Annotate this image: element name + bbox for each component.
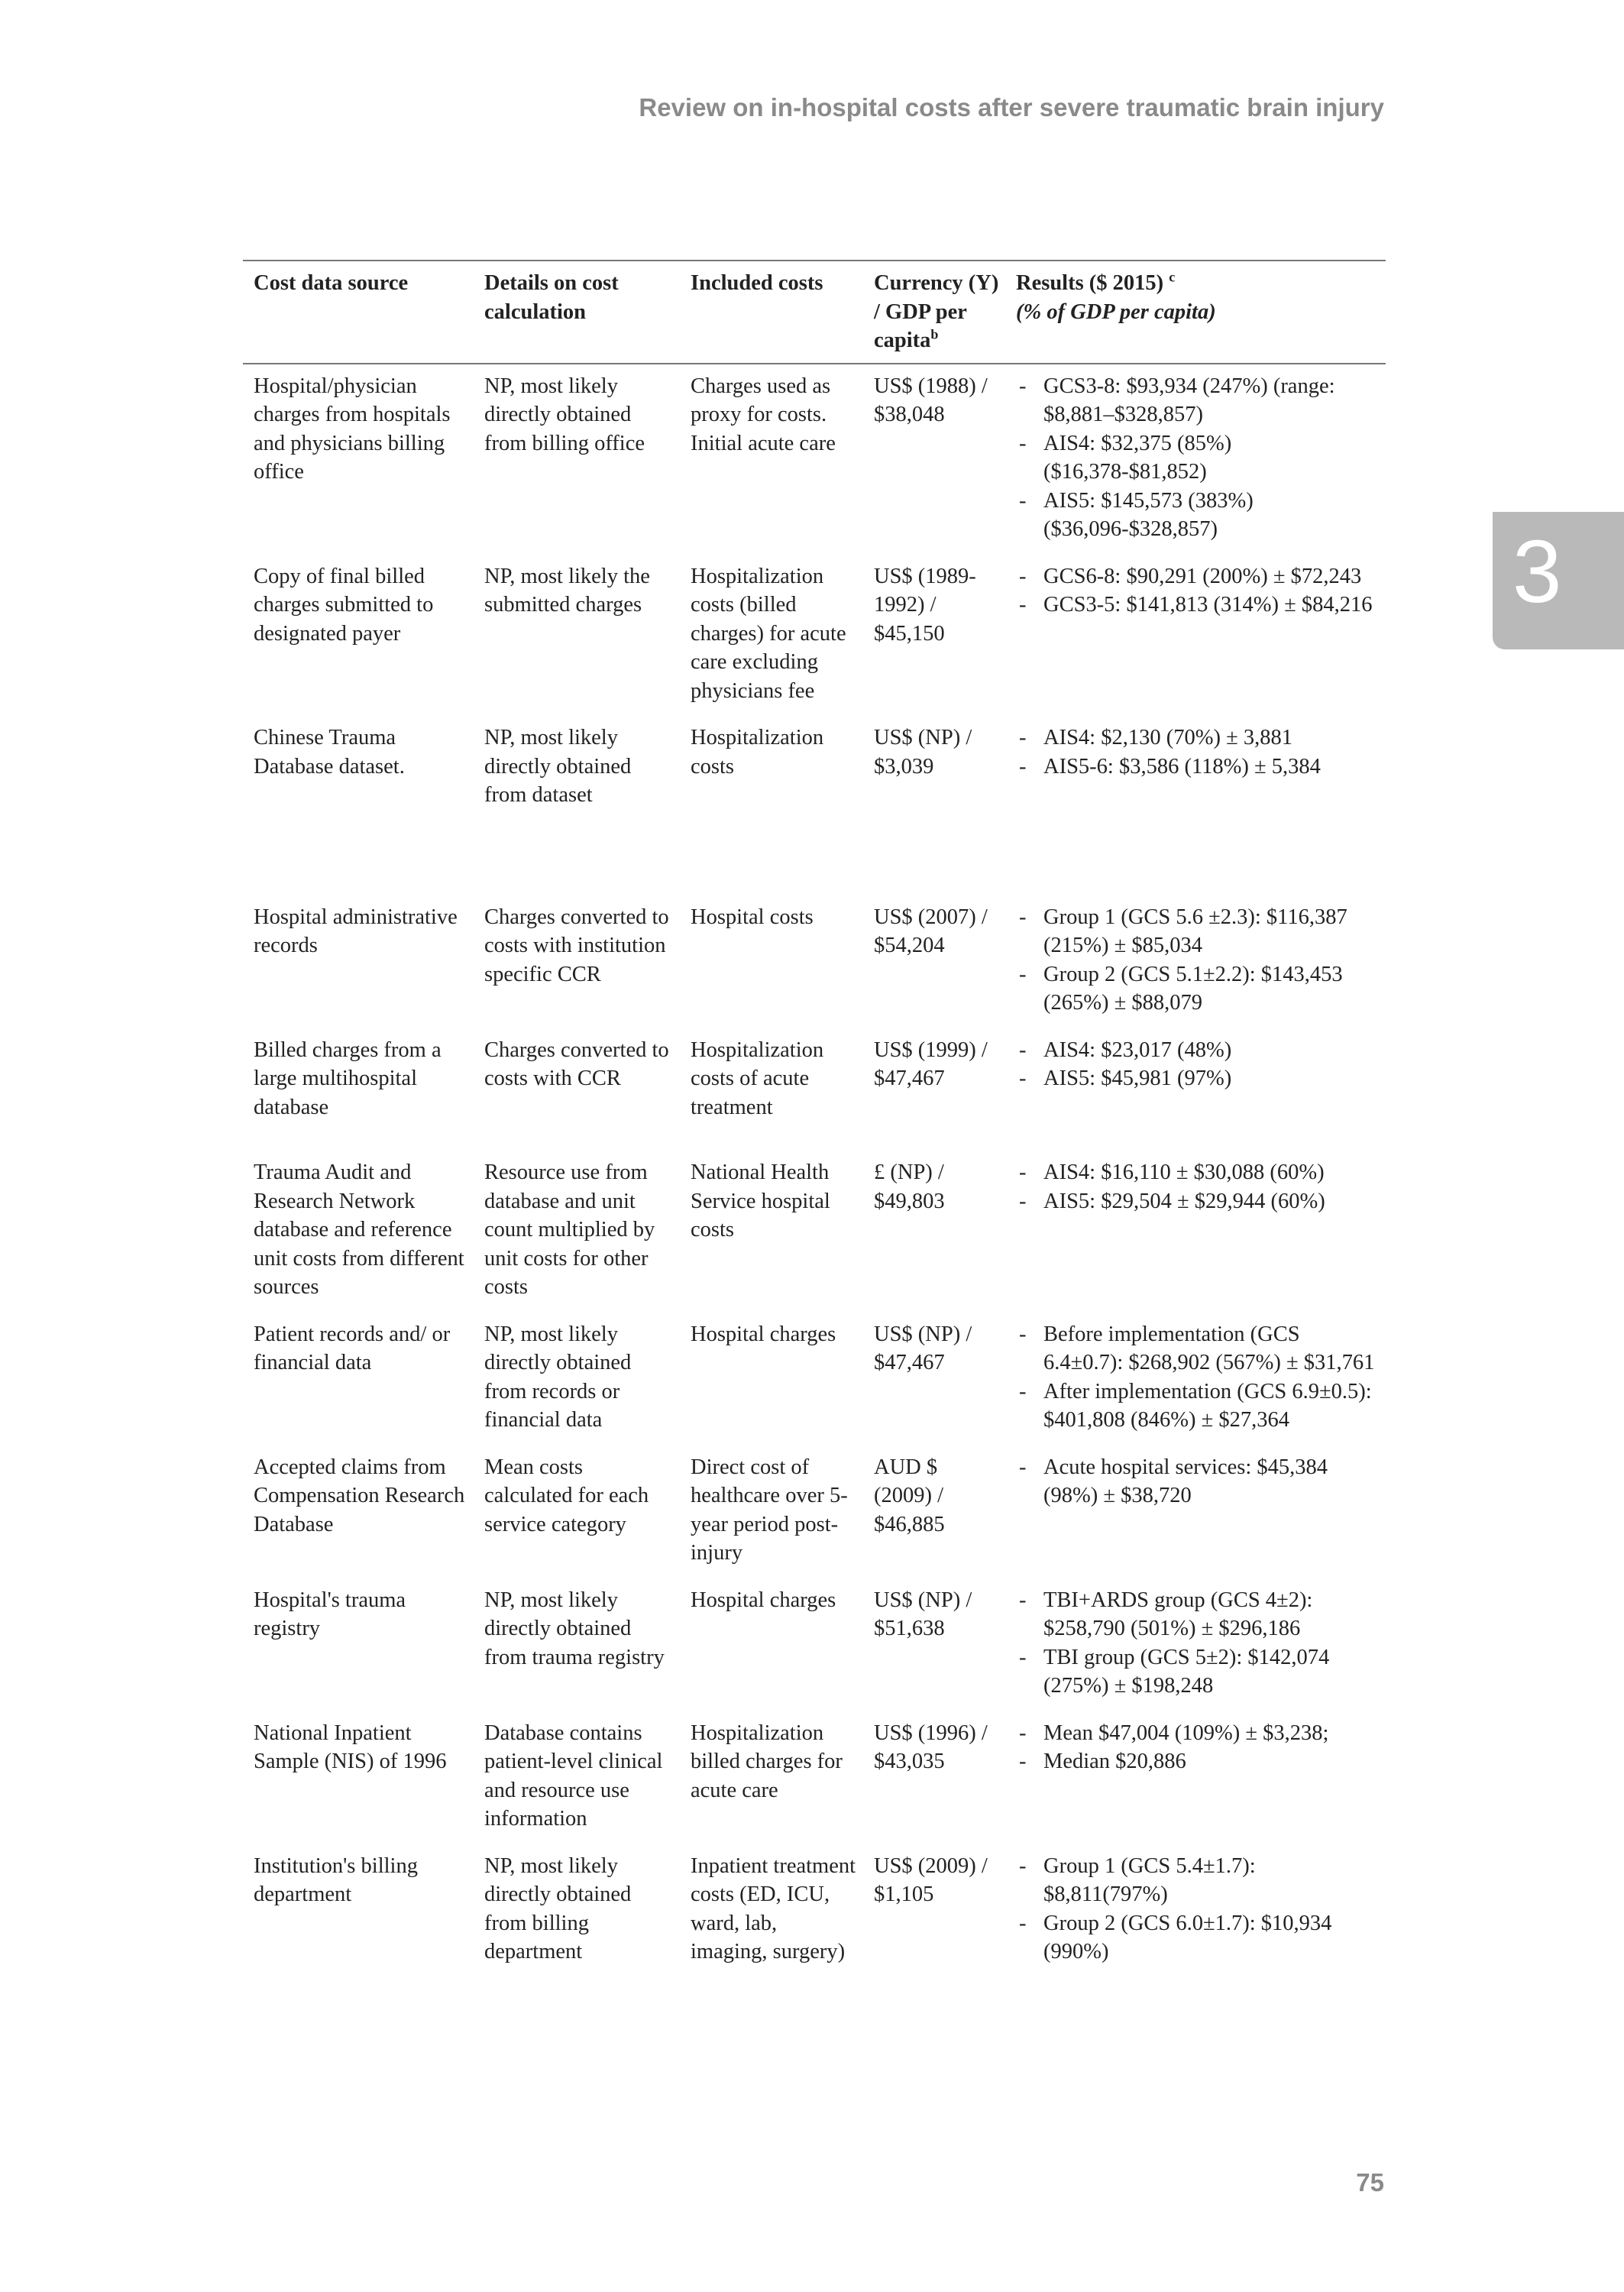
table-row [243, 895, 1386, 1028]
header-results-subtitle: (% of GDP per capita) [1016, 299, 1216, 324]
table-row [243, 364, 1386, 555]
result-item: - After implementation (GCS 6.9±0.5): $401,808 (846%) ± $27,364 [1016, 1377, 1381, 1435]
cell-source: Chinese Trauma Database dataset. [254, 726, 405, 779]
header-currency: Currency (Y) / GDP per capita$^b$ [863, 261, 1005, 364]
page-number: 75 [1356, 2168, 1384, 2196]
result-item: - AIS4: $23,017 (48%) [1016, 1036, 1381, 1065]
header-source: Cost data source [243, 261, 474, 364]
cell-currency: £ (NP) / $49,803 [874, 1161, 945, 1213]
cell-currency: US$ (NP) / $3,039 [874, 726, 972, 779]
cell-included: Hospital costs [691, 905, 814, 929]
cell-results [1005, 1844, 1386, 1977]
cell-included: Hospitalization costs (billed charges) for acute care excluding physicians fee [691, 564, 846, 703]
cell-details: NP, most likely directly obtained from billing office [484, 374, 645, 455]
results-list [1016, 372, 1381, 544]
cell-source: Accepted claims from Compensation Research Database [254, 1455, 465, 1536]
result-item: - TBI group (GCS 5±2): $142,074 (275%) ± $198,248 [1016, 1643, 1381, 1701]
results-list [1016, 1586, 1381, 1701]
table-row [243, 1844, 1386, 1977]
table-header-row [243, 261, 1386, 364]
cell-included: Hospitalization costs of acute treatment [691, 1038, 824, 1119]
header-currency-footnote: b [930, 326, 939, 342]
cell-included: Charges used as proxy for costs. Initial acute care [691, 374, 836, 455]
results-list [1016, 1036, 1381, 1093]
header-results-footnote: c [1169, 269, 1176, 285]
cell-currency: US$ (2009) / $1,105 [874, 1853, 988, 1906]
header-results: Results ($ 2015) $^c$ (% of GDP per capita) [1005, 261, 1386, 364]
cell-results [1005, 895, 1386, 1028]
cell-details: Mean costs calculated for each service category [484, 1455, 649, 1536]
cell-currency: US$ (1989-1992) / $45,150 [874, 564, 976, 646]
cell-results [1005, 555, 1386, 717]
table-row [243, 1578, 1386, 1711]
chapter-number: 3 [1512, 522, 1562, 621]
cell-details: Database contains patient-level clinical and resource use information [484, 1721, 663, 1831]
result-item: - GCS3-5: $141,813 (314%) ± $84,216 [1016, 591, 1381, 620]
cell-results [1005, 364, 1386, 555]
cell-source: Copy of final billed charges submitted to designated payer [254, 564, 434, 646]
results-list [1016, 1320, 1381, 1435]
cell-details: NP, most likely directly obtained from dataset [484, 726, 632, 807]
cell-source: Hospital administrative records [254, 905, 458, 957]
result-item: - Group 2 (GCS 6.0±1.7): $10,934 (990%) [1016, 1909, 1381, 1967]
result-item: - AIS5: $29,504 ± $29,944 (60%) [1016, 1187, 1381, 1216]
cell-results [1005, 716, 1386, 895]
results-list [1016, 1453, 1381, 1510]
result-item: - AIS5: $145,573 (383%) ($36,096-$328,857) [1016, 487, 1381, 544]
cell-included: Hospitalization billed charges for acute care [691, 1721, 843, 1802]
cell-currency: US$ (1999) / $47,467 [874, 1038, 988, 1090]
result-item: - Group 1 (GCS 5.6 ±2.3): $116,387 (215%) ± $85,034 [1016, 903, 1381, 960]
results-list [1016, 724, 1381, 781]
result-item: - Group 2 (GCS 5.1±2.2): $143,453 (265%) ± $88,079 [1016, 960, 1381, 1018]
result-item: - Mean $47,004 (109%) ± $3,238; [1016, 1719, 1381, 1748]
cell-details: Charges converted to costs with institution specific CCR [484, 905, 669, 986]
result-item: - AIS4: $32,375 (85%) ($16,378-$81,852) [1016, 429, 1381, 487]
cell-details: NP, most likely directly obtained from records or financial data [484, 1322, 632, 1432]
result-item: - AIS5-6: $3,586 (118%) ± 5,384 [1016, 753, 1381, 782]
cell-included: Hospital charges [691, 1322, 836, 1346]
result-item: - Acute hospital services: $45,384 (98%) ± $38,720 [1016, 1453, 1381, 1510]
results-list [1016, 1719, 1381, 1776]
cell-source: Hospital/physician charges from hospitals and physicians billing office [254, 374, 451, 484]
cell-source: Billed charges from a large multihospital database [254, 1038, 442, 1119]
table-row [243, 1313, 1386, 1445]
result-item: - Median $20,886 [1016, 1747, 1381, 1776]
header-included: Included costs [680, 261, 863, 364]
cell-currency: US$ (1988) / $38,048 [874, 374, 988, 426]
cell-currency: US$ (2007) / $54,204 [874, 905, 988, 957]
cell-details: Resource use from database and unit count multiplied by unit costs for other costs [484, 1161, 655, 1299]
cell-currency: AUD $ (2009) / $46,885 [874, 1455, 945, 1536]
cell-source: Institution's billing department [254, 1853, 418, 1906]
table-row [243, 1028, 1386, 1151]
cell-included: Direct cost of healthcare over 5-year period post-injury [691, 1455, 848, 1565]
cell-results [1005, 1711, 1386, 1844]
cell-results [1005, 1151, 1386, 1313]
cell-source: National Inpatient Sample (NIS) of 1996 [254, 1721, 447, 1773]
cell-included: Hospital charges [691, 1588, 836, 1612]
cell-included: Inpatient treatment costs (ED, ICU, ward, lab, imaging, surgery) [691, 1853, 856, 1963]
running-head: Review on in-hospital costs after severe traumatic brain injury [639, 93, 1384, 121]
cell-source: Hospital's trauma registry [254, 1588, 406, 1640]
cell-source: Trauma Audit and Research Network database and reference unit costs from different sources [254, 1161, 464, 1299]
result-item: - GCS6-8: $90,291 (200%) ± $72,243 [1016, 562, 1381, 591]
cell-currency: US$ (NP) / $47,467 [874, 1322, 972, 1374]
cell-included: National Health Service hospital costs [691, 1161, 830, 1242]
table-row [243, 1711, 1386, 1844]
results-list [1016, 562, 1381, 620]
cell-details: NP, most likely the submitted charges [484, 564, 650, 617]
results-list [1016, 903, 1381, 1018]
cell-details: NP, most likely directly obtained from billing department [484, 1853, 632, 1963]
result-item: - GCS3-8: $93,934 (247%) (range: $8,881–$328,857) [1016, 372, 1381, 429]
cell-currency: US$ (NP) / $51,638 [874, 1588, 972, 1640]
chapter-tab [1493, 512, 1624, 649]
cell-source: Patient records and/ or financial data [254, 1322, 451, 1374]
result-item: - Before implementation (GCS 6.4±0.7): $268,902 (567%) ± $31,761 [1016, 1320, 1381, 1377]
cell-currency: US$ (1996) / $43,035 [874, 1721, 988, 1773]
result-item: - AIS4: $16,110 ± $30,088 (60%) [1016, 1158, 1381, 1187]
result-item: - AIS5: $45,981 (97%) [1016, 1064, 1381, 1093]
result-item: - Group 1 (GCS 5.4±1.7): $8,811(797%) [1016, 1852, 1381, 1909]
cell-included: Hospitalization costs [691, 726, 824, 779]
cell-results [1005, 1028, 1386, 1151]
cell-details: NP, most likely directly obtained from trauma registry [484, 1588, 665, 1669]
table-body [243, 364, 1386, 1977]
cell-results [1005, 1445, 1386, 1578]
table-row [243, 1151, 1386, 1313]
result-item: - AIS4: $2,130 (70%) ± 3,881 [1016, 724, 1381, 753]
cell-details: Charges converted to costs with CCR [484, 1038, 669, 1090]
header-details: Details on cost calculation [474, 261, 680, 364]
results-list [1016, 1852, 1381, 1967]
cell-results [1005, 1313, 1386, 1445]
result-item: - TBI+ARDS group (GCS 4±2): $258,790 (501%) ± $296,186 [1016, 1586, 1381, 1643]
cost-table [243, 260, 1386, 1977]
table-row [243, 1445, 1386, 1578]
cell-results [1005, 1578, 1386, 1711]
table-row [243, 555, 1386, 717]
table-row [243, 716, 1386, 895]
results-list [1016, 1158, 1381, 1216]
